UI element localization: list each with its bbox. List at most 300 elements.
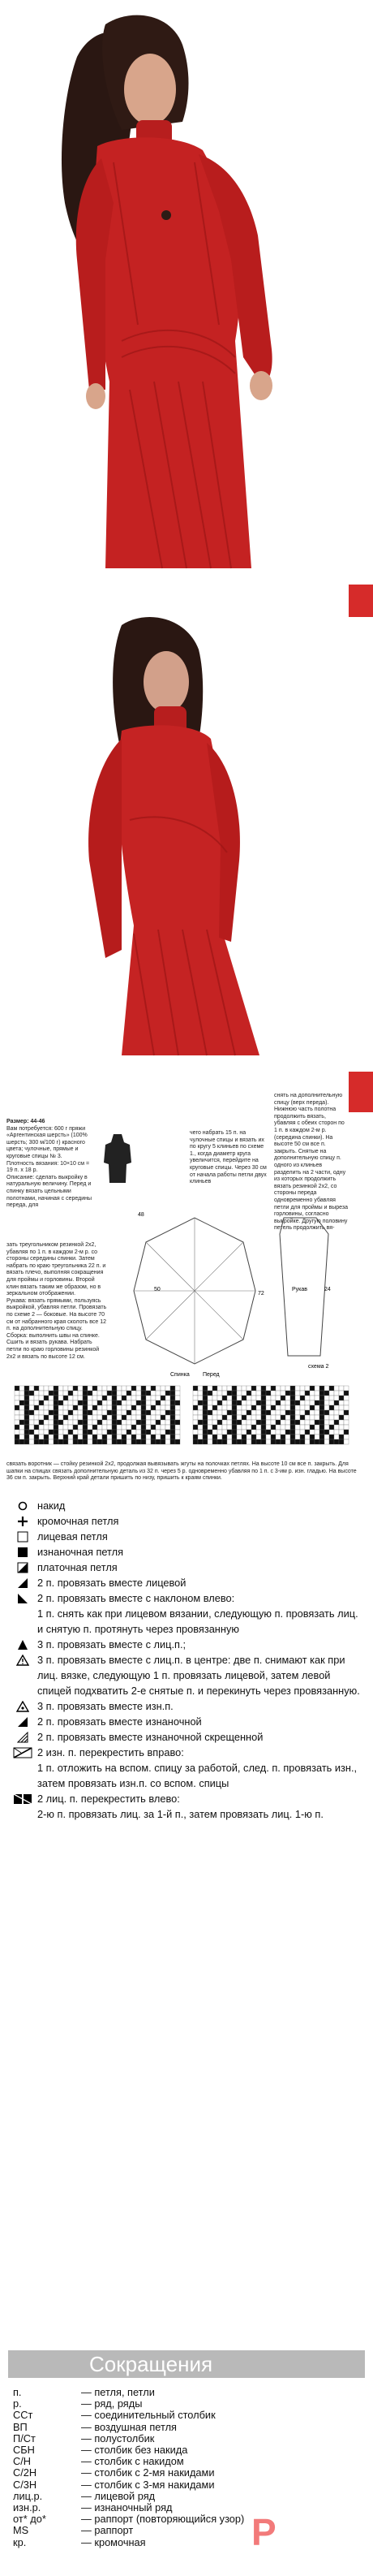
abbreviation-key: ССт bbox=[13, 2409, 33, 2422]
chart-cell bbox=[271, 1405, 276, 1410]
chart-cell bbox=[49, 1391, 54, 1396]
chart-cell bbox=[24, 1420, 29, 1425]
abbreviation-value: — столбик с 2-мя накидами bbox=[81, 2466, 215, 2479]
chart-cell bbox=[131, 1400, 136, 1405]
chart-cell bbox=[212, 1386, 217, 1391]
text-column-1 bbox=[6, 1119, 94, 1210]
chart-cell bbox=[15, 1400, 19, 1405]
chart-cell bbox=[305, 1400, 310, 1405]
chart-cell bbox=[285, 1425, 290, 1430]
empty-square-icon bbox=[8, 1529, 37, 1544]
chart-cell bbox=[222, 1410, 227, 1415]
chart-cell bbox=[305, 1420, 310, 1425]
chart-cell bbox=[131, 1386, 136, 1391]
abbreviation-key: кр. bbox=[13, 2535, 27, 2548]
chart-cell bbox=[285, 1430, 290, 1435]
chart-cell bbox=[117, 1420, 122, 1425]
chart-cell bbox=[329, 1415, 334, 1420]
chart-cell bbox=[261, 1400, 266, 1405]
chart-cell bbox=[73, 1405, 78, 1410]
chart-cell bbox=[68, 1391, 73, 1396]
chart-cell bbox=[73, 1420, 78, 1425]
chart-cell bbox=[339, 1430, 344, 1435]
chart-cell bbox=[242, 1410, 247, 1415]
chart-cell bbox=[156, 1430, 161, 1435]
chart-cell bbox=[300, 1386, 305, 1391]
chart-cell bbox=[112, 1400, 117, 1405]
chart-cell bbox=[193, 1400, 198, 1405]
chart-cell bbox=[208, 1415, 212, 1420]
chart-cell bbox=[285, 1386, 290, 1391]
chart-cell bbox=[198, 1415, 203, 1420]
chart-cell bbox=[58, 1430, 63, 1435]
chart-cell bbox=[44, 1391, 49, 1396]
chart-cell bbox=[290, 1405, 295, 1410]
abbreviation-key: р. bbox=[13, 2397, 22, 2410]
chart-cell bbox=[193, 1430, 198, 1435]
chart-cell bbox=[161, 1391, 165, 1396]
chart-cell bbox=[117, 1391, 122, 1396]
legend-row bbox=[8, 1544, 365, 1560]
plus-icon bbox=[8, 1513, 37, 1529]
chart-cell bbox=[310, 1430, 315, 1435]
chart-cell bbox=[295, 1410, 300, 1415]
chart-cell bbox=[136, 1400, 141, 1405]
chart-cell bbox=[285, 1396, 290, 1400]
chart-cell bbox=[58, 1415, 63, 1420]
legend-row bbox=[8, 1791, 365, 1806]
chart-cell bbox=[117, 1400, 122, 1405]
chart-cell bbox=[227, 1435, 232, 1439]
chart-cell bbox=[203, 1415, 208, 1420]
chart-cell bbox=[212, 1430, 217, 1435]
chart-cell bbox=[324, 1415, 329, 1420]
abbreviation-value: — воздушная петля bbox=[81, 2420, 177, 2433]
chart-cell bbox=[266, 1405, 271, 1410]
chart-cell bbox=[247, 1439, 251, 1444]
chart-cell bbox=[49, 1435, 54, 1439]
schematic-label: 72 bbox=[258, 1291, 264, 1297]
chart-cell bbox=[305, 1391, 310, 1396]
chart-cell bbox=[217, 1415, 222, 1420]
chart-cell bbox=[102, 1425, 107, 1430]
chart-cell bbox=[34, 1391, 39, 1396]
legend-text: 1 п. отложить на вспом. спицу за работой, след. п. провязать изн., затем провязать изн.п. со вспом. спицы bbox=[37, 1762, 358, 1789]
abbreviation-row bbox=[8, 2467, 365, 2479]
chart-cell bbox=[237, 1386, 242, 1391]
pattern-schematic bbox=[122, 1210, 357, 1380]
legend-text: 2 изн. п. перекрестить вправо: bbox=[37, 1746, 184, 1758]
chart-cell bbox=[34, 1396, 39, 1400]
chart-cell bbox=[276, 1386, 281, 1391]
abbreviation-row bbox=[8, 2433, 365, 2444]
chart-cell bbox=[281, 1386, 285, 1391]
chart-cell bbox=[310, 1415, 315, 1420]
chart-cell bbox=[151, 1435, 156, 1439]
chart-cell bbox=[88, 1439, 92, 1444]
chart-cell bbox=[324, 1420, 329, 1425]
chart-cell bbox=[39, 1420, 44, 1425]
chart-cell bbox=[73, 1391, 78, 1396]
chart-cell bbox=[237, 1435, 242, 1439]
size-line: Размер: 44-46 bbox=[6, 1119, 45, 1124]
chart-cell bbox=[198, 1391, 203, 1396]
chart-cell bbox=[251, 1391, 256, 1396]
abbreviation-key: ВП bbox=[13, 2420, 28, 2433]
chart-cell bbox=[227, 1410, 232, 1415]
chart-cell bbox=[29, 1425, 34, 1430]
chart-cell bbox=[295, 1420, 300, 1425]
chart-cell bbox=[295, 1396, 300, 1400]
chart-cell bbox=[271, 1425, 276, 1430]
chart-cell bbox=[290, 1391, 295, 1396]
chart-cell bbox=[261, 1391, 266, 1396]
chart-cell bbox=[92, 1405, 97, 1410]
chart-cell bbox=[156, 1439, 161, 1444]
chart-cell bbox=[232, 1410, 237, 1415]
knitting-charts bbox=[6, 1382, 363, 1460]
chart-cell bbox=[131, 1391, 136, 1396]
chart-cell bbox=[319, 1420, 324, 1425]
chart-cell bbox=[344, 1439, 349, 1444]
chart-cell bbox=[68, 1425, 73, 1430]
chart-cell bbox=[24, 1391, 29, 1396]
chart-cell bbox=[251, 1400, 256, 1405]
chart-cell bbox=[266, 1396, 271, 1400]
chart-cell bbox=[232, 1386, 237, 1391]
legend-text: 2 п. провязать вместе с наклоном влево: bbox=[37, 1592, 235, 1604]
chart-cell bbox=[242, 1435, 247, 1439]
chart-cell bbox=[49, 1420, 54, 1425]
chart-cell bbox=[324, 1425, 329, 1430]
chart-cell bbox=[102, 1396, 107, 1400]
chart-cell bbox=[334, 1391, 339, 1396]
chart-cell bbox=[290, 1425, 295, 1430]
chart-cell bbox=[58, 1400, 63, 1405]
chart-cell bbox=[315, 1391, 319, 1396]
chart-cell bbox=[146, 1415, 151, 1420]
abbreviation-row bbox=[8, 2479, 365, 2491]
chart-cell bbox=[305, 1405, 310, 1410]
chart-cell bbox=[315, 1386, 319, 1391]
chart-cell bbox=[300, 1430, 305, 1435]
chart-cell bbox=[237, 1396, 242, 1400]
chart-cell bbox=[251, 1420, 256, 1425]
chart-cell bbox=[15, 1405, 19, 1410]
chart-cell bbox=[161, 1425, 165, 1430]
legend-row bbox=[8, 1714, 365, 1729]
chart-cell bbox=[339, 1420, 344, 1425]
chart-cell bbox=[68, 1396, 73, 1400]
chart-cell bbox=[151, 1386, 156, 1391]
chart-cell bbox=[319, 1405, 324, 1410]
chart-cell bbox=[102, 1386, 107, 1391]
chart-cell bbox=[29, 1420, 34, 1425]
chart-cell bbox=[319, 1425, 324, 1430]
chart-cell bbox=[193, 1410, 198, 1415]
cross-right-icon bbox=[8, 1745, 37, 1760]
chart-cell bbox=[54, 1405, 58, 1410]
legend-row bbox=[8, 1806, 365, 1822]
legend-text: изнаночная петля bbox=[37, 1546, 124, 1558]
chart-cell bbox=[170, 1439, 175, 1444]
chart-cell bbox=[131, 1396, 136, 1400]
chart-cell bbox=[29, 1410, 34, 1415]
chart-cell bbox=[146, 1391, 151, 1396]
dress-photo-side bbox=[0, 617, 373, 1072]
chart-cell bbox=[261, 1435, 266, 1439]
chart-cell bbox=[131, 1435, 136, 1439]
chart-cell bbox=[276, 1400, 281, 1405]
chart-cell bbox=[126, 1430, 131, 1435]
chart-cell bbox=[63, 1400, 68, 1405]
chart-cell bbox=[344, 1410, 349, 1415]
chart-cell bbox=[175, 1435, 180, 1439]
chart-cell bbox=[310, 1439, 315, 1444]
chart-cell bbox=[227, 1396, 232, 1400]
chart-cell bbox=[295, 1415, 300, 1420]
chart-cell bbox=[237, 1425, 242, 1430]
abbreviation-value: — изнаночный ряд bbox=[81, 2501, 173, 2514]
chart-cell bbox=[68, 1405, 73, 1410]
chart-cell bbox=[136, 1396, 141, 1400]
chart-cell bbox=[290, 1386, 295, 1391]
chart-cell bbox=[203, 1430, 208, 1435]
abbreviation-row bbox=[8, 2410, 365, 2421]
chart-cell bbox=[242, 1386, 247, 1391]
chart-cell bbox=[165, 1425, 170, 1430]
chart-cell bbox=[122, 1420, 126, 1425]
chart-cell bbox=[261, 1415, 266, 1420]
chart-cell bbox=[305, 1396, 310, 1400]
schematic-label: 48 bbox=[138, 1212, 144, 1218]
chart-cell bbox=[19, 1439, 24, 1444]
chart-cell bbox=[266, 1425, 271, 1430]
chart-cell bbox=[165, 1439, 170, 1444]
chart-cell bbox=[266, 1435, 271, 1439]
chart-cell bbox=[310, 1391, 315, 1396]
chart-cell bbox=[175, 1396, 180, 1400]
abbreviation-key: СБН bbox=[13, 2444, 35, 2457]
abbreviation-key: П/Ст bbox=[13, 2431, 36, 2444]
legend-row bbox=[8, 1590, 365, 1606]
chart-cell bbox=[315, 1415, 319, 1420]
chart-cell bbox=[334, 1386, 339, 1391]
chart-cell bbox=[242, 1420, 247, 1425]
chart-cell bbox=[165, 1405, 170, 1410]
chart-cell bbox=[329, 1410, 334, 1415]
chart-cell bbox=[126, 1410, 131, 1415]
chart-cell bbox=[44, 1405, 49, 1410]
chart-cell bbox=[222, 1420, 227, 1425]
chart-cell bbox=[198, 1439, 203, 1444]
chart-cell bbox=[131, 1430, 136, 1435]
chart-cell bbox=[122, 1400, 126, 1405]
chart-cell bbox=[146, 1435, 151, 1439]
chart-cell bbox=[271, 1386, 276, 1391]
chart-cell bbox=[146, 1405, 151, 1410]
chart-cell bbox=[156, 1405, 161, 1410]
chart-cell bbox=[315, 1439, 319, 1444]
chart-cell bbox=[73, 1435, 78, 1439]
chart-cell bbox=[242, 1415, 247, 1420]
filled-right-triangle-icon bbox=[8, 1714, 37, 1729]
chart-cell bbox=[54, 1391, 58, 1396]
chart-cell bbox=[232, 1400, 237, 1405]
chart-cell bbox=[88, 1420, 92, 1425]
chart-cell bbox=[83, 1425, 88, 1430]
chart-cell bbox=[344, 1386, 349, 1391]
chart-cell bbox=[39, 1410, 44, 1415]
chart-cell bbox=[222, 1430, 227, 1435]
open-circle-icon bbox=[8, 1498, 37, 1513]
text-paragraph: снять на дополнительную спицу (верх переда). Нижнюю часть полотна продолжить вязать, убавляя с обеих сторон по 1 п. в каждом 2-м р. (середина спинки). На высоте 50 см все п. закрыть. Снятые на дополнительную спицу п. одного из клиньев разделить на 2 части, одну из которых продолжить вязать резинкой 2х2, со стороны переда одновременно убавляя петли для проймы и выреза горловины, согласно выкройке. Другую половину петель продолжить вя- bbox=[274, 1093, 348, 1232]
abbreviation-row bbox=[8, 2387, 365, 2398]
chart-cell bbox=[146, 1420, 151, 1425]
warning-triangle-icon bbox=[8, 1652, 37, 1668]
chart-cell bbox=[208, 1439, 212, 1444]
chart-cell bbox=[256, 1425, 261, 1430]
chart-cell bbox=[63, 1415, 68, 1420]
chart-cell bbox=[276, 1396, 281, 1400]
chart-cell bbox=[112, 1410, 117, 1415]
chart-cell bbox=[212, 1400, 217, 1405]
chart-cell bbox=[222, 1405, 227, 1410]
chart-cell bbox=[170, 1400, 175, 1405]
chart-cell bbox=[68, 1410, 73, 1415]
chart-cell bbox=[193, 1391, 198, 1396]
chart-cell bbox=[165, 1430, 170, 1435]
chart-cell bbox=[247, 1410, 251, 1415]
chart-cell bbox=[344, 1430, 349, 1435]
chart-cell bbox=[310, 1425, 315, 1430]
chart-cell bbox=[78, 1439, 83, 1444]
chart-cell bbox=[136, 1391, 141, 1396]
chart-cell bbox=[122, 1425, 126, 1430]
chart-cell bbox=[146, 1439, 151, 1444]
chart-cell bbox=[208, 1435, 212, 1439]
chart-cell bbox=[237, 1410, 242, 1415]
chart-cell bbox=[68, 1430, 73, 1435]
chart-cell bbox=[117, 1439, 122, 1444]
chart-cell bbox=[222, 1400, 227, 1405]
chart-cell bbox=[281, 1415, 285, 1420]
chart-cell bbox=[136, 1410, 141, 1415]
chart-cell bbox=[92, 1415, 97, 1420]
chart-cell bbox=[141, 1439, 146, 1444]
legend-row bbox=[8, 1529, 365, 1544]
chart-cell bbox=[237, 1391, 242, 1396]
abbreviation-value: — кромочная bbox=[81, 2535, 146, 2548]
text-paragraph: чего набрать 15 п. на чулочные спицы и вязать их по кругу 5 клиньев по схеме 1., когда диаметр круга увеличится, перейдите на круговые спицы. Через 30 см от начала работы петли двух клиньев bbox=[190, 1130, 267, 1185]
legend-row bbox=[8, 1575, 365, 1590]
chart-cell bbox=[227, 1439, 232, 1444]
chart-cell bbox=[39, 1439, 44, 1444]
chart-cell bbox=[92, 1435, 97, 1439]
chart-cell bbox=[198, 1386, 203, 1391]
chart-cell bbox=[193, 1396, 198, 1400]
chart-cell bbox=[305, 1415, 310, 1420]
chart-cell bbox=[276, 1410, 281, 1415]
cross-left-icon bbox=[8, 1791, 37, 1806]
chart-cell bbox=[156, 1410, 161, 1415]
chart-cell bbox=[344, 1396, 349, 1400]
chart-cell bbox=[161, 1405, 165, 1410]
chart-cell bbox=[29, 1386, 34, 1391]
chart-cell bbox=[83, 1410, 88, 1415]
chart-cell bbox=[242, 1425, 247, 1430]
chart-cell bbox=[78, 1386, 83, 1391]
chart-cell bbox=[203, 1405, 208, 1410]
chart-cell bbox=[161, 1439, 165, 1444]
description-line: Описание: сделать выкройку в натуральную величину. Перед и спинку вязать цельными полотнами, начиная с середины переда, для bbox=[6, 1174, 92, 1209]
chart-cell bbox=[151, 1396, 156, 1400]
chart-cell bbox=[212, 1439, 217, 1444]
chart-cell bbox=[107, 1386, 112, 1391]
abbreviation-key: С/2Н bbox=[13, 2466, 37, 2479]
chart-cell bbox=[310, 1396, 315, 1400]
chart-cell bbox=[208, 1430, 212, 1435]
chart-cell bbox=[117, 1405, 122, 1410]
chart-cell bbox=[83, 1391, 88, 1396]
chart-cell bbox=[44, 1386, 49, 1391]
chart-cell bbox=[92, 1430, 97, 1435]
chart-cell bbox=[261, 1439, 266, 1444]
chart-cell bbox=[271, 1415, 276, 1420]
chart-cell bbox=[276, 1430, 281, 1435]
chart-cell bbox=[319, 1435, 324, 1439]
chart-cell bbox=[58, 1439, 63, 1444]
left-triangle-icon bbox=[8, 1590, 37, 1606]
chart-cell bbox=[54, 1430, 58, 1435]
chart-cell bbox=[63, 1410, 68, 1415]
chart-cell bbox=[217, 1425, 222, 1430]
chart-cell bbox=[256, 1430, 261, 1435]
chart-cell bbox=[217, 1420, 222, 1425]
chart-cell bbox=[63, 1405, 68, 1410]
chart-cell bbox=[285, 1410, 290, 1415]
chart-cell bbox=[285, 1439, 290, 1444]
chart-cell bbox=[339, 1439, 344, 1444]
chart-cell bbox=[34, 1435, 39, 1439]
chart-cell bbox=[165, 1386, 170, 1391]
chart-cell bbox=[136, 1435, 141, 1439]
chart-cell bbox=[112, 1396, 117, 1400]
chart-cell bbox=[319, 1391, 324, 1396]
chart-cell bbox=[97, 1396, 102, 1400]
chart-cell bbox=[97, 1415, 102, 1420]
chart-cell bbox=[170, 1415, 175, 1420]
chart-cell bbox=[156, 1396, 161, 1400]
chart-cell bbox=[290, 1439, 295, 1444]
chart-cell bbox=[102, 1405, 107, 1410]
chart-cell bbox=[122, 1439, 126, 1444]
chart-cell bbox=[117, 1425, 122, 1430]
chart-cell bbox=[212, 1420, 217, 1425]
chart-cell bbox=[281, 1405, 285, 1410]
chart-cell bbox=[203, 1435, 208, 1439]
chart-cell bbox=[107, 1410, 112, 1415]
chart-cell bbox=[102, 1420, 107, 1425]
chart-cell bbox=[222, 1439, 227, 1444]
chart-cell bbox=[227, 1430, 232, 1435]
chart-cell bbox=[247, 1405, 251, 1410]
chart-cell bbox=[88, 1435, 92, 1439]
chart-cell bbox=[271, 1420, 276, 1425]
chart-cell bbox=[242, 1439, 247, 1444]
chart-cell bbox=[24, 1415, 29, 1420]
chart-cell bbox=[83, 1430, 88, 1435]
